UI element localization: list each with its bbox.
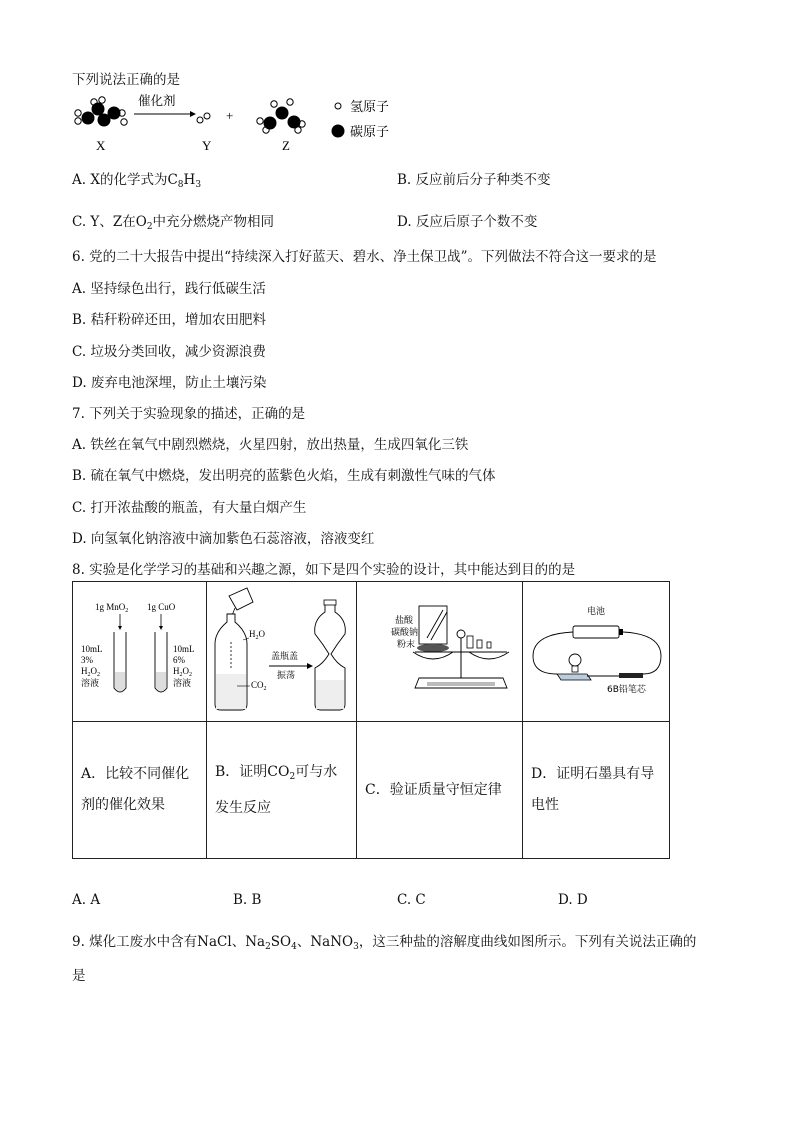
q7-option-d: D. 向氢氧化钠溶液中滴加紫色石蕊溶液，溶液变红 <box>72 531 375 547</box>
q7-option-b: B. 硫在氧气中燃烧，发出明亮的蓝紫色火焰，生成有刺激性气味的气体 <box>72 468 496 484</box>
svg-text:H2O2: $H_2O_2$ <box>173 666 192 678</box>
q8-option-c: C. C <box>397 892 426 908</box>
legend-hydrogen: 氢原子 <box>350 100 390 115</box>
label-z: Z <box>282 138 290 153</box>
question-7-stem: 7. 下列关于实验现象的描述，正确的是 <box>72 406 306 422</box>
q7-option-a: A. 铁丝在氧气中剧烈燃烧，火星四射，放出热量，生成四氧化三铁 <box>72 437 469 453</box>
reaction-diagram <box>66 92 416 156</box>
cell-a-caption: A．比较不同催化 剂的催化效果 <box>73 722 207 859</box>
svg-text:10mL: 10mL <box>81 644 103 654</box>
figure-b-cell <box>207 582 357 722</box>
cell-d-caption: D．证明石墨具有导 电性 <box>523 722 670 859</box>
molecule-y <box>197 113 210 123</box>
label-x: X <box>96 138 106 153</box>
figure-d-cell <box>523 582 670 722</box>
q5-option-c: C. Y、Z在$O_2$中充分燃烧产物相同 <box>72 214 275 232</box>
q5-option-d: D. 反应后原子个数不变 <box>397 214 538 230</box>
question-9-stem-end: 是 <box>72 968 86 984</box>
catalyst-comparison-figure <box>73 582 207 717</box>
catalyst-label: 催化剂 <box>138 93 176 108</box>
q8-option-a: A. A <box>72 892 101 908</box>
pencil-label: 6B铅笔芯 <box>607 685 646 695</box>
svg-text:粉末: 粉末 <box>397 640 416 650</box>
q5-option-b: B. 反应前后分子种类不变 <box>397 172 551 188</box>
svg-text:CO2: $CO_2$ <box>251 680 267 692</box>
question-8-stem: 8. 实验是化学学习的基础和兴趣之源，如下是四个实验的设计，其中能达到目的的是 <box>72 562 576 578</box>
q6-option-d: D. 废弃电池深埋，防止土壤污染 <box>72 375 267 391</box>
carbon-legend-icon <box>332 125 345 138</box>
q6-option-a: A. 坚持绿色出行，践行低碳生活 <box>72 281 266 297</box>
svg-text:碳酸钠: 碳酸钠 <box>391 628 419 638</box>
q8-option-d: D. D <box>558 892 588 908</box>
hydrogen-legend-icon <box>335 103 341 109</box>
svg-text:6%: 6% <box>173 655 185 665</box>
svg-text:溶液: 溶液 <box>81 679 100 689</box>
circuit-figure <box>523 582 670 717</box>
experiment-table <box>72 581 670 859</box>
q7-option-c: C. 打开浓盐酸的瓶盖，有大量白烟产生 <box>72 500 307 516</box>
q5-option-a: A. X的化学式为$C_8H_3$ <box>72 172 202 190</box>
molecule-z <box>257 99 305 133</box>
cuo-label: 1g CuO <box>147 602 176 612</box>
svg-text:盖瓶盖: 盖瓶盖 <box>271 652 299 662</box>
cell-c-caption: C．验证质量守恒定律 <box>357 722 523 859</box>
figure-c-cell <box>357 582 523 722</box>
question-9-stem: 9. 煤化工废水中含有NaCl、$Na_2SO_4$、NaNO$_3$，这三种盐的溶解度曲线如图所示。下列有关说法正确的 <box>72 934 697 952</box>
question-6-stem: 6. 党的二十大报告中提出“持续深入打好蓝天、碧水、净土保卫战”。下列做法不符合这一要求的是 <box>72 249 657 265</box>
q8-option-b: B. B <box>233 892 262 908</box>
figure-a-cell <box>73 582 207 722</box>
q6-option-c: C. 垃圾分类回收，减少资源浪费 <box>72 344 266 360</box>
svg-text:盐酸: 盐酸 <box>395 616 414 626</box>
question-5-intro: 下列说法正确的是 <box>72 72 180 88</box>
co2-bottle-figure <box>207 582 357 717</box>
svg-text:H2O2: $H_2O_2$ <box>81 666 100 678</box>
cell-b-caption: B．证明$CO_2$可与水 发生反应 <box>207 722 357 859</box>
svg-text:溶液: 溶液 <box>173 679 192 689</box>
mno2-label: 1g MnO$_2$ <box>95 602 129 614</box>
legend-carbon: 碳原子 <box>350 125 390 140</box>
svg-text:3%: 3% <box>81 655 93 665</box>
battery-label: 电池 <box>587 607 606 617</box>
q6-option-b: B. 秸秆粉碎还田，增加农田肥料 <box>72 312 267 328</box>
svg-text:振荡: 振荡 <box>277 671 296 681</box>
svg-text:10mL: 10mL <box>173 644 195 654</box>
label-y: Y <box>202 138 212 153</box>
balance-figure <box>357 582 523 717</box>
svg-text:H2O: $H_2O$ <box>249 629 265 641</box>
molecule-x <box>75 97 127 127</box>
plus-sign: + <box>226 108 234 123</box>
